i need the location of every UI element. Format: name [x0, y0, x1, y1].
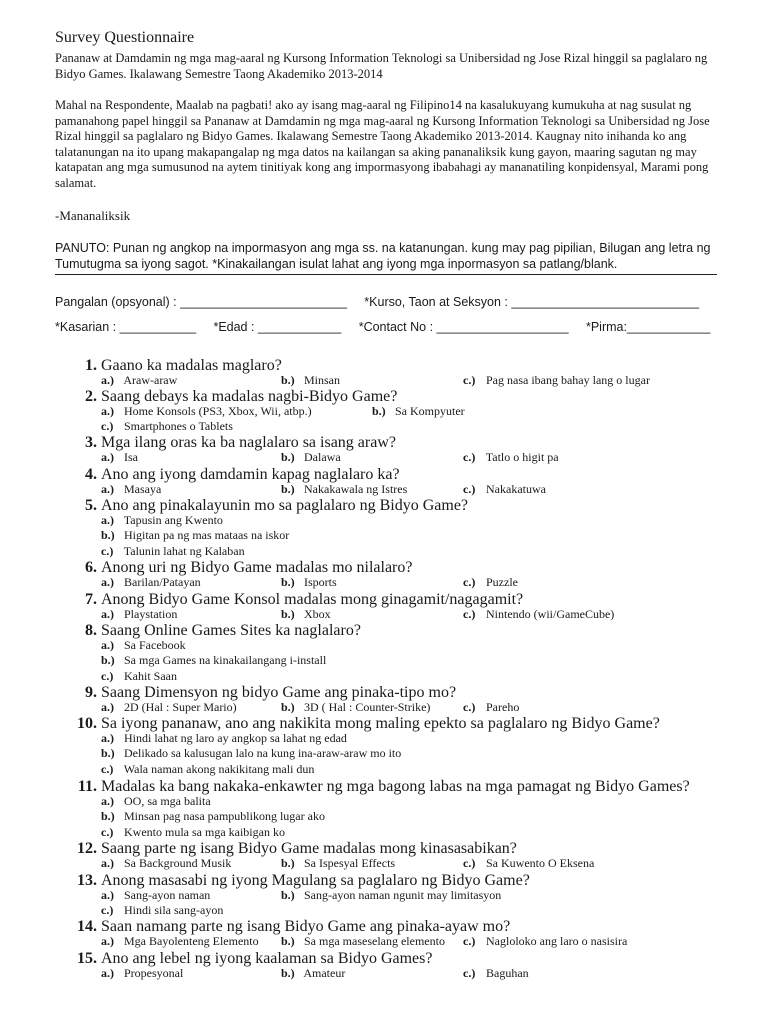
option-letter: c.): [463, 699, 476, 714]
question-number: 11.: [77, 778, 97, 795]
answer-option[interactable]: [101, 731, 347, 746]
option-text: Home Konsols (PS3, Xbox, Wii, atbp.): [121, 403, 312, 418]
answer-option[interactable]: [463, 934, 627, 949]
answer-option[interactable]: [101, 373, 177, 388]
question-text: Ano ang iyong damdamin kapag naglalaro ka?: [101, 466, 400, 483]
option-text: Nagloloko ang laro o nasisira: [483, 933, 628, 948]
option-letter: c.): [101, 761, 114, 776]
option-letter: a.): [101, 730, 114, 745]
option-text: Sa Ispesyal Effects: [301, 855, 396, 870]
option-letter: a.): [101, 793, 114, 808]
question-text: Madalas ka bang nakaka-enkawter ng mga bagong labas na mga pamagat ng Bidyo Games?: [101, 778, 690, 795]
option-text: Delikado sa kalusugan lalo na kung ina-araw-araw mo ito: [121, 746, 402, 761]
option-text: Baguhan: [483, 965, 529, 980]
option-text: Isa: [121, 449, 138, 464]
answer-option[interactable]: [463, 373, 650, 388]
option-text: Kahit Saan: [121, 668, 177, 683]
option-text: Sa mga Games na kinakailangang i-install: [121, 653, 327, 668]
option-letter: a.): [101, 699, 114, 714]
answer-option[interactable]: [281, 856, 395, 871]
answer-option[interactable]: [101, 404, 312, 419]
option-text: Sa mga maseselang elemento: [301, 933, 445, 948]
question-text: Anong masasabi ng iyong Magulang sa paglalaro ng Bidyo Game?: [101, 872, 530, 889]
question-number: 3.: [85, 434, 97, 451]
answer-option[interactable]: [463, 966, 529, 981]
answer-option[interactable]: [372, 404, 465, 419]
option-letter: c.): [463, 855, 476, 870]
question-number: 8.: [85, 622, 97, 639]
question-text: Anong Bidyo Game Konsol madalas mong ginagamit/nagagamit?: [101, 591, 524, 608]
option-letter: c.): [101, 824, 114, 839]
question-text: Saang Dimensyon ng bidyo Game ang pinaka-tipo mo?: [101, 684, 457, 701]
option-text: Nakakatuwa: [483, 481, 546, 496]
answer-option[interactable]: [101, 575, 201, 590]
option-letter: c.): [463, 449, 476, 464]
question-number: 15.: [77, 950, 97, 967]
question-number: 2.: [85, 388, 97, 405]
question-number: 10.: [77, 715, 97, 732]
option-letter: c.): [463, 933, 476, 948]
answer-option[interactable]: [463, 482, 546, 497]
option-letter: a.): [101, 606, 114, 621]
option-letter: c.): [463, 965, 476, 980]
option-text: Minsan pag nasa pampublikong lugar ako: [121, 809, 325, 824]
question-number: 13.: [77, 872, 97, 889]
option-text: Xbox: [301, 606, 331, 621]
option-text: Isports: [301, 574, 337, 589]
answer-option[interactable]: [281, 373, 340, 388]
question-number: 7.: [85, 591, 97, 608]
question-number: 9.: [85, 684, 97, 701]
respondent-letter: Mahal na Respondente, Maalab na pagbati! ako ay isang mag-aaral ng Filipino14 na kasalukuyang kumukuha at nag susulat ng pamanahong papel hinggil sa Pananaw at Damdamin ng mga mag-aaral ng Kursong Information Teknologi sa Unibersidad ng Jose Rizal hinggil sa paglalaro ng Bidyo Games. Ikalawang Semestre Taong Akademiko 2013-2014. Kaugnay nito inihanda ko ang talatanungan na ito upang makapangalap ng mga datos na kailangan sa aking pananaliksik kung gayon, maaring sagutan ng may katapatan ang mga sumusunod na aytem tinitiyak kong ang impormasyong ibabahagi ay mananatiling konpidensyal, Marami pong salamat.: [55, 98, 710, 190]
option-letter: b.): [101, 653, 115, 668]
answer-option[interactable]: [281, 575, 337, 590]
question-text: Saan namang parte ng isang Bidyo Game ang pinaka-ayaw mo?: [101, 918, 511, 935]
question-text: Sa iyong pananaw, ano ang nakikita mong maling epekto sa paglalaro ng Bidyo Game?: [101, 715, 660, 732]
option-text: Hindi sila sang-ayon: [121, 903, 224, 918]
option-text: Sa Kompyuter: [392, 403, 465, 418]
answer-option[interactable]: [281, 934, 445, 949]
answer-option[interactable]: [281, 482, 407, 497]
option-text: Wala naman akong nakikitang mali dun: [121, 761, 315, 776]
answer-option[interactable]: [463, 575, 518, 590]
answer-option[interactable]: [101, 825, 285, 840]
answer-option[interactable]: [463, 700, 519, 715]
question-number: 12.: [77, 840, 97, 857]
option-text: Talunin lahat ng Kalaban: [121, 543, 245, 558]
option-text: Nakakawala ng Istres: [301, 481, 408, 496]
option-letter: b.): [281, 606, 295, 621]
question-text: Saang parte ng isang Bidyo Game madalas mong kinasasabikan?: [101, 840, 517, 857]
option-letter: c.): [463, 481, 476, 496]
instructions: PANUTO: Punan ng angkop na impormasyon ang mga ss. na katanungan. kung may pag pipilian, Bilugan ang letra ng Tumutugma sa iyong sagot. *Kinakailangan isulat lahat ang iyong mga inpormasyon sa patlang/blank.: [55, 241, 717, 275]
option-text: Pareho: [483, 699, 520, 714]
option-text: Minsan: [301, 372, 340, 387]
question-number: 6.: [85, 559, 97, 576]
answer-option[interactable]: [101, 544, 245, 559]
option-text: Higitan pa ng mas mataas na iskor: [121, 528, 290, 543]
answer-option[interactable]: [281, 607, 331, 622]
option-letter: a.): [101, 574, 114, 589]
answer-option[interactable]: [101, 700, 237, 715]
answer-option[interactable]: [463, 450, 559, 465]
question-number: 14.: [77, 918, 97, 935]
option-text: Sang-ayon naman ngunit may limitasyon: [301, 887, 502, 902]
option-letter: c.): [463, 372, 476, 387]
answer-option[interactable]: [101, 934, 259, 949]
question-text: Saang debays ka madalas nagbi-Bidyo Game?: [101, 388, 398, 405]
option-text: Araw-araw: [121, 372, 178, 387]
option-letter: c.): [101, 543, 114, 558]
question-text: Mga ilang oras ka ba naglalaro sa isang araw?: [101, 434, 396, 451]
option-letter: b.): [101, 528, 115, 543]
option-letter: a.): [101, 403, 114, 418]
study-description: Pananaw at Damdamin ng mga mag-aaral ng Kursong Information Teknologi sa Unibersidad ng Jose Rizal hinggil sa paglalaro ng Bidyo Games. Ikalawang Semestre Taong Akademiko 2013-2014: [55, 51, 708, 81]
answer-option[interactable]: [281, 888, 501, 903]
option-text: OO, sa mga balita: [121, 793, 211, 808]
question-number: 5.: [85, 497, 97, 514]
option-text: Sa Facebook: [121, 637, 186, 652]
option-text: 3D ( Hal : Counter-Strike): [301, 699, 431, 714]
answer-option[interactable]: [463, 856, 594, 871]
answer-option[interactable]: [101, 809, 325, 824]
option-letter: c.): [101, 668, 114, 683]
question-text: Saang Online Games Sites ka naglalaro?: [101, 622, 361, 639]
answer-option[interactable]: [101, 482, 161, 497]
answer-option[interactable]: [281, 450, 341, 465]
answer-option[interactable]: [101, 653, 326, 668]
option-text: Amateur: [301, 965, 346, 980]
answer-option[interactable]: [101, 528, 289, 543]
option-letter: a.): [101, 887, 114, 902]
option-letter: b.): [101, 809, 115, 824]
option-text: Masaya: [121, 481, 162, 496]
option-text: Playstation: [121, 606, 178, 621]
option-letter: c.): [101, 903, 114, 918]
question-number: 1.: [85, 357, 97, 374]
answer-option[interactable]: [101, 607, 177, 622]
answer-option[interactable]: [281, 966, 345, 981]
answer-option[interactable]: [101, 888, 210, 903]
option-letter: a.): [101, 637, 114, 652]
option-text: Mga Bayolenteng Elemento: [121, 933, 259, 948]
option-letter: b.): [281, 699, 295, 714]
answer-option[interactable]: [101, 638, 186, 653]
option-letter: b.): [281, 887, 295, 902]
option-text: Puzzle: [483, 574, 518, 589]
question-text: Anong uri ng Bidyo Game madalas mo nilalaro?: [101, 559, 413, 576]
question-text: Ano ang lebel ng iyong kaalaman sa Bidyo Games?: [101, 950, 433, 967]
question-text: Gaano ka madalas maglaro?: [101, 357, 282, 374]
option-letter: a.): [101, 965, 114, 980]
option-text: Nintendo (wii/GameCube): [483, 606, 615, 621]
option-letter: a.): [101, 372, 114, 387]
answer-option[interactable]: [101, 966, 183, 981]
answer-option[interactable]: [101, 419, 233, 434]
option-text: Pag nasa ibang bahay lang o lugar: [483, 372, 650, 387]
option-text: 2D (Hal : Super Mario): [121, 699, 237, 714]
option-letter: a.): [101, 512, 114, 527]
option-letter: c.): [463, 606, 476, 621]
option-text: Sa Kuwento O Eksena: [483, 855, 595, 870]
question-text: Ano ang pinakalayunin mo sa paglalaro ng Bidyo Game?: [101, 497, 469, 514]
option-letter: b.): [101, 746, 115, 761]
option-letter: b.): [372, 403, 386, 418]
answer-option[interactable]: [281, 700, 430, 715]
answer-option[interactable]: [101, 856, 231, 871]
option-text: Propesyonal: [121, 965, 184, 980]
answer-option[interactable]: [101, 450, 138, 465]
option-text: Barilan/Patayan: [121, 574, 201, 589]
option-text: Sa Background Musik: [121, 855, 232, 870]
option-letter: a.): [101, 481, 114, 496]
option-letter: b.): [281, 449, 295, 464]
option-letter: a.): [101, 449, 114, 464]
option-letter: c.): [101, 419, 114, 434]
option-text: Dalawa: [301, 449, 341, 464]
option-text: Kwento mula sa mga kaibigan ko: [121, 824, 285, 839]
option-letter: b.): [281, 372, 295, 387]
answer-option[interactable]: [101, 762, 314, 777]
document-title: Survey Questionnaire: [55, 29, 195, 46]
option-letter: a.): [101, 933, 114, 948]
option-letter: c.): [463, 574, 476, 589]
option-text: Sang-ayon naman: [121, 887, 211, 902]
option-letter: b.): [281, 855, 295, 870]
option-letter: b.): [281, 574, 295, 589]
option-letter: b.): [281, 965, 295, 980]
answer-option[interactable]: [101, 794, 211, 809]
answer-option[interactable]: [101, 903, 223, 918]
option-text: Hindi lahat ng laro ay angkop sa lahat ng edad: [121, 730, 347, 745]
option-letter: a.): [101, 855, 114, 870]
option-letter: b.): [281, 933, 295, 948]
answer-option[interactable]: [463, 607, 614, 622]
answer-option[interactable]: [101, 746, 401, 761]
question-number: 4.: [85, 466, 97, 483]
option-text: Tapusin ang Kwento: [121, 512, 223, 527]
info-fields-line-2: *Kasarian : ___________ *Edad : ____________ *Contact No : ___________________ *Pirma:____________: [55, 320, 711, 334]
option-text: Smartphones o Tablets: [121, 419, 233, 434]
info-fields-line-1: Pangalan (opsyonal) : ________________________ *Kurso, Taon at Seksyon : ___________________________: [55, 295, 700, 309]
answer-option[interactable]: [101, 513, 223, 528]
signoff: -Mananaliksik: [55, 208, 131, 223]
option-text: Tatlo o higit pa: [483, 449, 559, 464]
option-letter: b.): [281, 481, 295, 496]
answer-option[interactable]: [101, 669, 177, 684]
